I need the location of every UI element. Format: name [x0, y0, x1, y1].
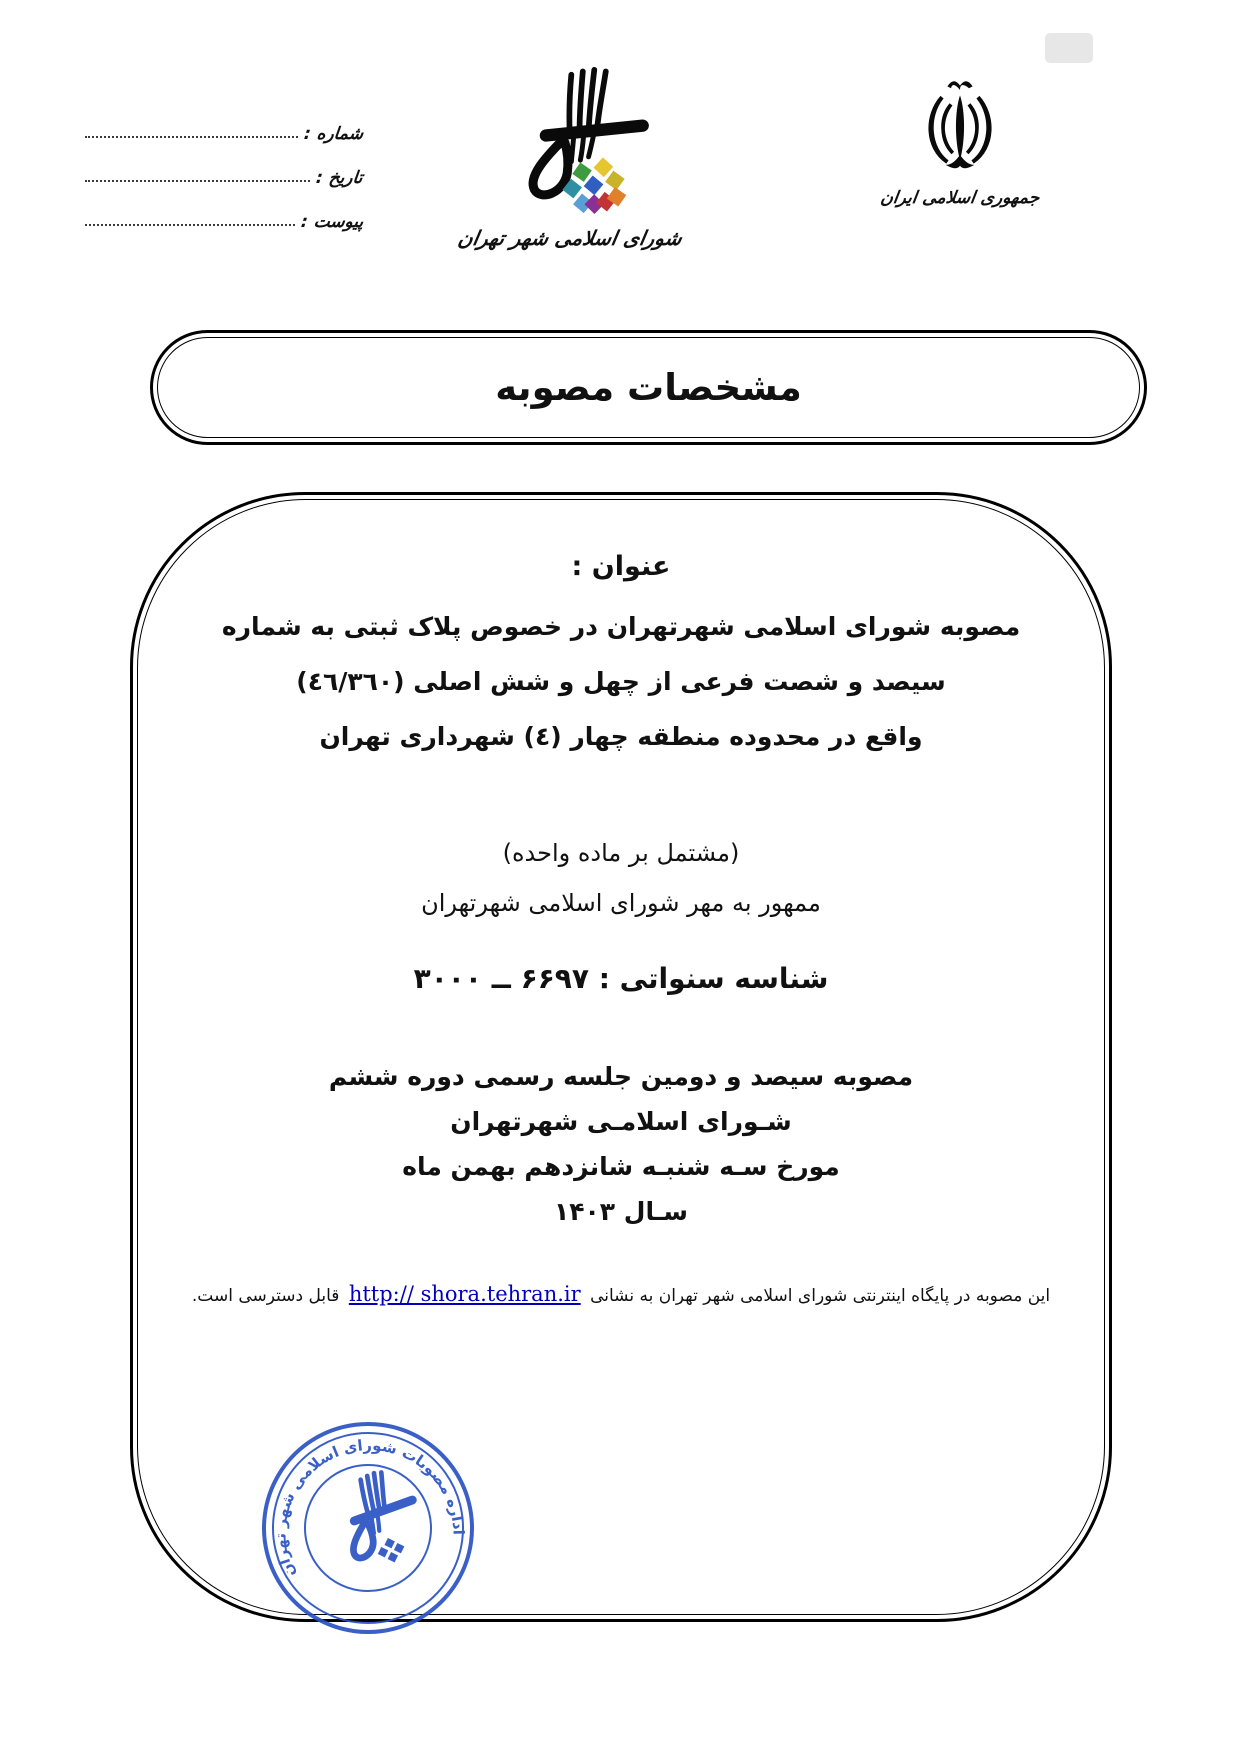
session-line-1: مصوبه سیصد و دومین جلسه رسمی دوره ششم	[328, 1062, 914, 1091]
stamp-ring-text: اداره مصوبات شورای اسلامی شهر تهران	[271, 1436, 468, 1581]
number-label: شماره :	[302, 124, 365, 144]
resolution-title-line-1: مصوبه شورای اسلامی شهرتهران در خصوص پلاک ثبتی به شماره	[221, 612, 1021, 641]
council-logo-caption: شورای اسلامی شهر تهران	[456, 226, 684, 250]
council-logo-block	[455, 60, 685, 250]
session-line-3: مورخ سـه شنبـه شانزدهم بهمن ماه	[402, 1152, 840, 1181]
resolution-title-line-3: واقع در محدوده منطقه چهار (٤) شهرداری تهران	[319, 722, 923, 751]
session-line-4: سـال ۱۴۰۳	[554, 1197, 688, 1226]
availability-prefix: این مصوبه در پایگاه اینترنتی شورای اسلامی شهر تهران به نشانی	[590, 1286, 1051, 1306]
iran-emblem-caption: جمهوری اسلامی ایران	[879, 188, 1041, 208]
attachment-dotted-line[interactable]	[85, 224, 295, 226]
section-heading-title: عنوان :	[571, 551, 671, 582]
availability-note	[133, 1279, 1109, 1311]
iran-emblem-icon	[905, 72, 1015, 180]
shora-tehran-link[interactable]: http:// shora.tehran.ir	[348, 1282, 581, 1306]
single-article-note: (مشتمل بر ماده واحده)	[502, 839, 740, 867]
council-logo-icon	[488, 60, 653, 220]
field-row-number	[85, 100, 365, 144]
attachment-label: پیوست :	[299, 212, 365, 232]
annual-record-id: شناسه سنواتی : ۶۶۹۷ ــ ۳۰۰۰	[413, 962, 829, 995]
field-row-date	[85, 144, 365, 188]
sealed-note: ممهور به مهر شورای اسلامی شهرتهران	[421, 889, 821, 917]
resolution-title-line-2: سیصد و شصت فرعی از چهل و شش اصلی (٤٦/٣٦٠)	[296, 667, 946, 696]
availability-suffix: قابل دسترسی است.	[191, 1286, 340, 1306]
number-dotted-line[interactable]	[85, 136, 298, 138]
session-line-2: شـورای اسلامـی شهرتهران	[450, 1107, 792, 1136]
field-row-attachment	[85, 188, 365, 232]
iran-emblem-block	[865, 72, 1055, 208]
scan-smudge	[1045, 33, 1093, 63]
page-title: مشخصات مصوبه	[495, 366, 802, 409]
date-label: تاریخ :	[315, 168, 365, 188]
date-dotted-line[interactable]	[85, 180, 310, 182]
header-fields	[85, 100, 365, 232]
title-box	[150, 330, 1147, 445]
